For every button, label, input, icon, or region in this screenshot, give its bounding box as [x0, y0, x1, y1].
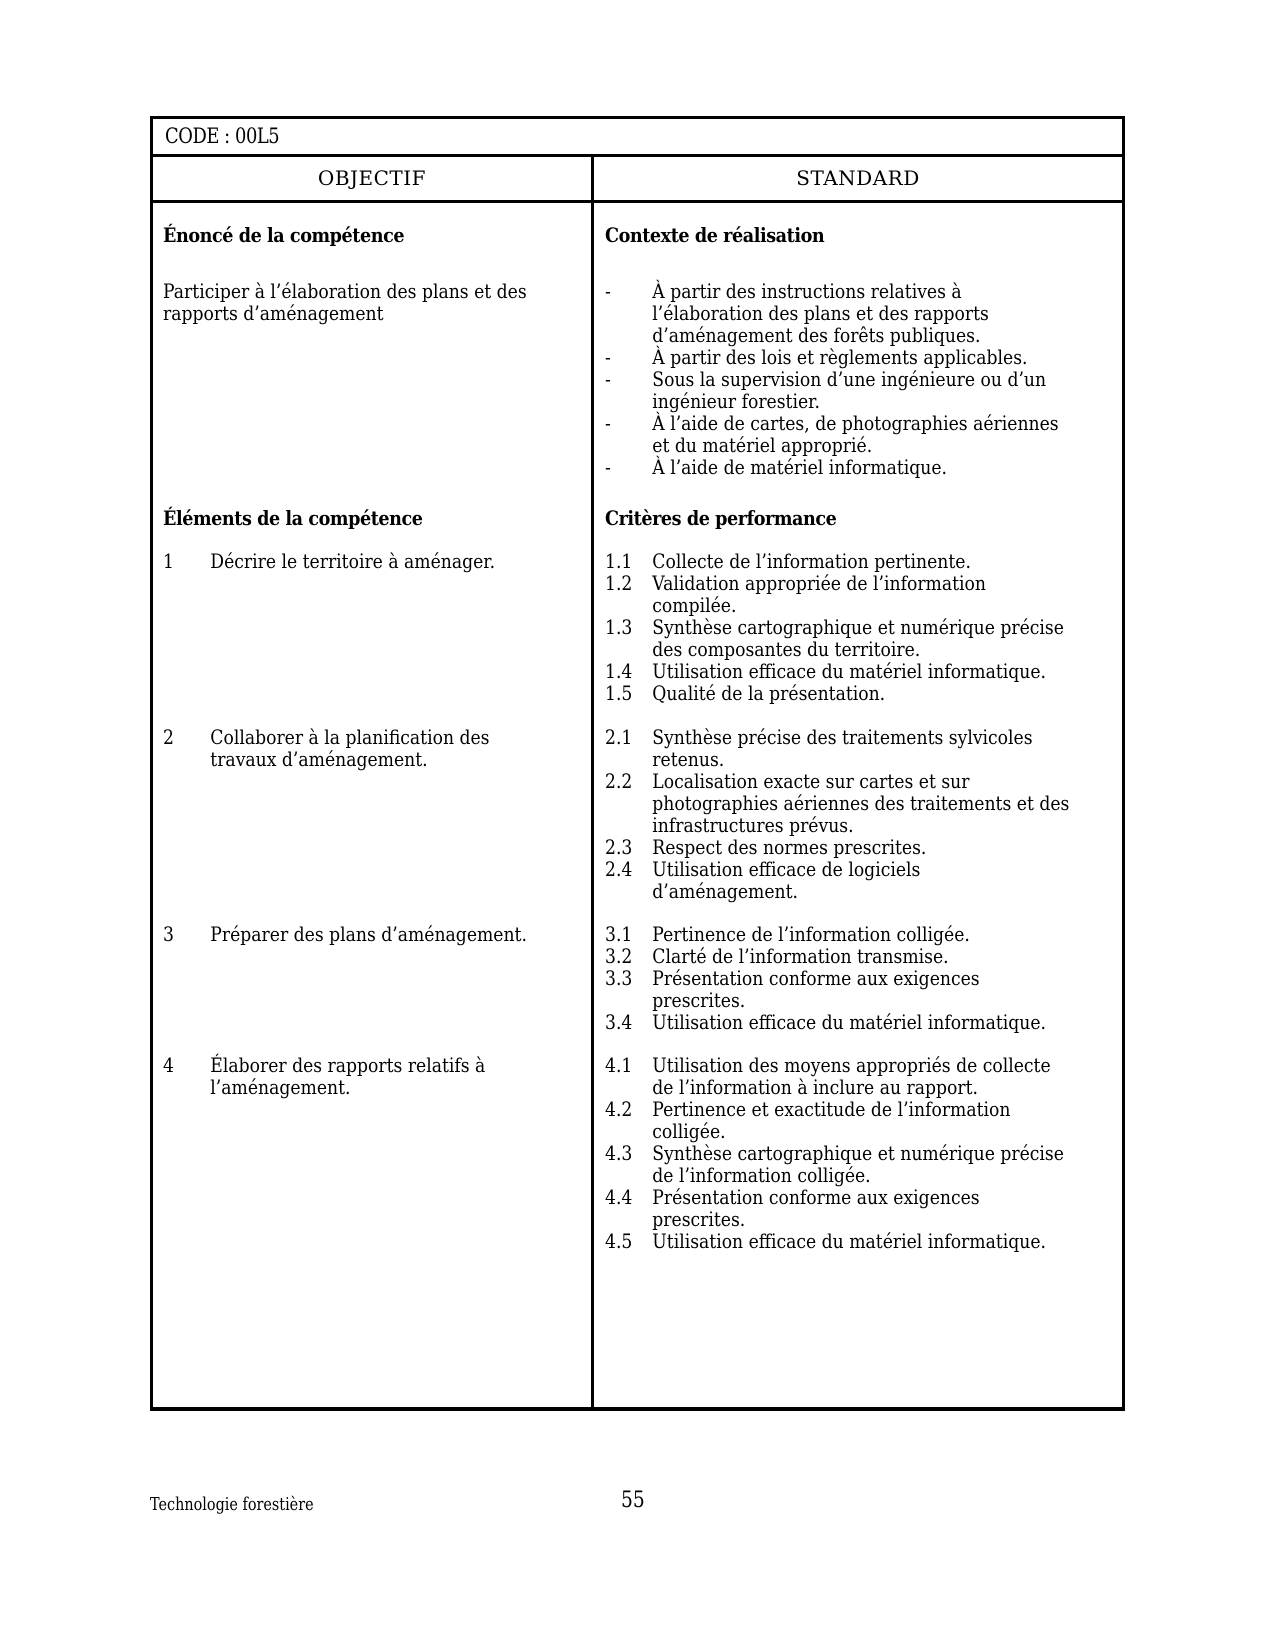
- page-number: 55: [621, 1488, 645, 1513]
- bullet-dash: -: [605, 345, 611, 369]
- competency-table: [150, 116, 1125, 1411]
- elements-title: Éléments de la compétence: [163, 506, 423, 530]
- header-row: [153, 157, 1122, 203]
- header-objectif: OBJECTIF: [317, 166, 427, 190]
- footer-program-name: Technologie forestière: [150, 1494, 314, 1515]
- element-text: l’aménagement.: [210, 1075, 351, 1099]
- code-label: CODE : 00L5: [165, 124, 280, 148]
- enonce-line: Participer à l’élaboration des plans et des: [163, 279, 527, 303]
- element-number: 1: [163, 549, 174, 573]
- bullet-dash: -: [605, 455, 611, 479]
- element-text: travaux d’aménagement.: [210, 747, 428, 771]
- objectif-column: [163, 203, 588, 1407]
- bullet-dash: -: [605, 279, 611, 303]
- enonce-title: Énoncé de la compétence: [163, 223, 405, 247]
- element-number: 2: [163, 725, 174, 749]
- element-number: 4: [163, 1053, 174, 1077]
- bullet-dash: -: [605, 411, 611, 435]
- element-text: Collaborer à la planification des: [210, 725, 490, 749]
- column-divider: [591, 157, 594, 1407]
- criteres-title: Critères de performance: [605, 506, 837, 530]
- element-text: Décrire le territoire à aménager.: [210, 549, 496, 573]
- contexte-title: Contexte de réalisation: [605, 223, 825, 247]
- element-text: Préparer des plans d’aménagement.: [210, 922, 527, 946]
- standard-column: Contexte de réalisation - À partir des instructions relatives à l’élaboration des plans et des rapports d’aménagement des forêts publiques. - À partir des lois et règlements applicables. - Sous la supervision d’une ingénieure ou d’un ingénieur forestier. - À l’aide de cartes, de photographies aériennes et du matériel approprié. - À l’aide de matériel informatique. Critères de performance 1.1 Collecte de l’information pertinente. 1.2 Validation appropriée de l’information compilée. 1.3 Synthèse cartographique et numérique précise des composantes du territoire. 1.4 Utilisation efficace du matériel informatique. 1.5 Qualité de la présentation. 2.1 Synthèse précise des traitements sylvicoles retenus. 2.2 Localisation exacte sur cartes et sur photographies aériennes des traitements et des infrastructures prévus. 2.3 Respect des normes prescrites. 2.4 Utilisation efficace de logiciels d’aménagement. 3.1 Pertinence de l’information colligée. 3.2 Clarté de l’information transmise. 3.3 Présentation conforme aux exigences prescrites. 3.4 Utilisation efficace du matériel informatique. 4.1 Utilisation des moyens appropriés de collecte de l’information à inclure au rapport. 4.2 Pertinence et exactitude de l’information colligée. 4.3 Synthèse cartographique et numérique précise de l’information colligée. 4.4 Présentation conforme aux exigences prescrites. 4.5 Utilisation efficace du matériel informatique.: [605, 223, 1070, 1253]
- element-number: 3: [163, 922, 174, 946]
- enonce-line: rapports d’aménagement: [163, 301, 384, 325]
- element-text: Élaborer des rapports relatifs à: [210, 1053, 486, 1077]
- bullet-dash: -: [605, 367, 611, 391]
- header-standard: STANDARD: [796, 166, 920, 190]
- code-row: [153, 119, 1122, 157]
